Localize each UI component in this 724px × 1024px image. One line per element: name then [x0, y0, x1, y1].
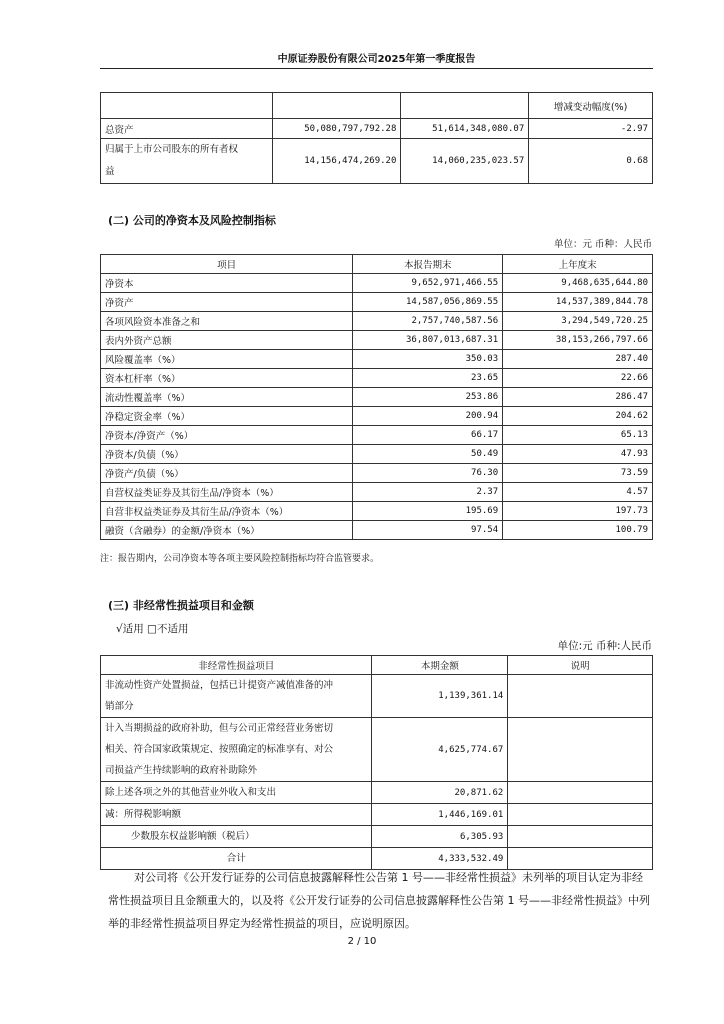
- row-prior: 9,468,635,644.80: [503, 274, 653, 293]
- row-item-line: 计入当期损益的政府补助，但与公司正常经营业务密切: [105, 723, 334, 734]
- row-item: 资本杠杆率（%）: [101, 369, 353, 388]
- table-header-row: [101, 656, 653, 675]
- row-amount: 20,871.62: [372, 782, 508, 804]
- table-row: [101, 407, 653, 426]
- page-number: 2 / 10: [347, 936, 377, 947]
- row-amount: 1,446,169.01: [372, 804, 508, 826]
- row-amount: 6,305.93: [372, 826, 508, 848]
- applicability-checkbox: √适用 □不适用: [116, 623, 189, 635]
- table-row: [101, 312, 653, 331]
- row-amount: 1,139,361.14: [372, 675, 508, 718]
- row-item-line: 除上述各项之外的其他营业外收入和支出: [105, 787, 277, 798]
- row-desc: [508, 675, 653, 718]
- row-current: 253.86: [353, 388, 503, 407]
- table-row: [101, 426, 653, 445]
- row-prior: 286.47: [503, 388, 653, 407]
- table-row: [101, 369, 653, 388]
- row-item: 自营非权益类证券及其衍生品/净资本（%）: [101, 502, 353, 521]
- row-prior: 47.93: [503, 445, 653, 464]
- row-current: 36,807,013,687.31: [353, 331, 503, 350]
- table-row: [101, 804, 653, 826]
- row-prior: 22.66: [503, 369, 653, 388]
- row-item: 净资本: [101, 274, 353, 293]
- row-prior: 14,060,235,023.57: [401, 139, 529, 184]
- row-item: 融资（含融券）的金额/净资本（%）: [101, 521, 353, 540]
- row-item: 风险覆盖率（%）: [101, 350, 353, 369]
- header-cell: [273, 93, 401, 119]
- section-title-non-recurring: (三) 非经常性损益项目和金额: [108, 599, 254, 612]
- table-row: [101, 521, 653, 540]
- unit-label: 单位:元 币种:人民币: [557, 640, 652, 652]
- row-current: 23.65: [353, 369, 503, 388]
- row-item: [101, 675, 372, 718]
- row-prior: 3,294,549,720.25: [503, 312, 653, 331]
- row-prior: 51,614,348,080.07: [401, 119, 529, 139]
- row-item: 自营权益类证券及其衍生品/净资本（%）: [101, 483, 353, 502]
- row-item-line: 减：所得税影响额: [105, 809, 182, 820]
- row-current: 350.03: [353, 350, 503, 369]
- row-desc: [508, 826, 653, 848]
- row-current: 200.94: [353, 407, 503, 426]
- row-item: 净资本/净资产（%）: [101, 426, 353, 445]
- header-cell: 项目: [101, 255, 353, 274]
- row-item: [101, 804, 372, 826]
- row-item: 净资产: [101, 293, 353, 312]
- table-row: [101, 274, 653, 293]
- row-prior: 65.13: [503, 426, 653, 445]
- row-current: 14,156,474,269.20: [273, 139, 401, 184]
- row-current: 97.54: [353, 521, 503, 540]
- row-item-line: 非流动性资产处置损益，包括已计提资产减值准备的冲: [105, 680, 334, 691]
- row-item-line: 合计: [226, 853, 246, 864]
- table-row: [101, 388, 653, 407]
- row-item: 净稳定资金率（%）: [101, 407, 353, 426]
- row-item: 表内外资产总额: [101, 331, 353, 350]
- row-item: [101, 782, 372, 804]
- row-item: 流动性覆盖率（%）: [101, 388, 353, 407]
- table-row: [101, 675, 653, 718]
- row-change: -2.97: [529, 119, 653, 139]
- row-change: 0.68: [529, 139, 653, 184]
- row-prior: 14,537,389,844.78: [503, 293, 653, 312]
- row-item: 各项风险资本准备之和: [101, 312, 353, 331]
- row-prior: 100.79: [503, 521, 653, 540]
- row-prior: 197.73: [503, 502, 653, 521]
- table-row: [101, 502, 653, 521]
- table-row: [101, 350, 653, 369]
- header-cell: 上年度末: [503, 255, 653, 274]
- row-item: [101, 718, 372, 782]
- row-prior: 204.62: [503, 407, 653, 426]
- table-row: [101, 119, 653, 139]
- header-divider: [100, 68, 653, 69]
- table-row: [101, 464, 653, 483]
- row-item-line: 归属于上市公司股东的所有者权: [105, 144, 239, 155]
- row-item: 净资产/负债（%）: [101, 464, 353, 483]
- non-recurring-table: [100, 655, 653, 870]
- table-row: [101, 293, 653, 312]
- table-header-row: [101, 255, 653, 274]
- unit-label: 单位：元 币种：人民币: [553, 239, 652, 250]
- row-prior: 38,153,266,797.66: [503, 331, 653, 350]
- row-amount: 4,625,774.67: [372, 718, 508, 782]
- row-item-line: 销部分: [105, 701, 134, 712]
- row-amount: 4,333,532.49: [372, 848, 508, 870]
- explanation-paragraph: 对公司将《公开发行证券的公司信息披露解释性公告第 1 号——非经常性损益》未列举的项目认定为非经常性损益项目且金额重大的，以及将《公开发行证券的公司信息披露解释性公告第 1 号——非经常性损益》中列举的非经常性损益项目界定为经常性损益的项目，应说明原因。: [108, 871, 650, 930]
- header-cell: 增减变动幅度(%): [529, 93, 653, 119]
- table-row: [101, 445, 653, 464]
- row-item-line: 益: [105, 166, 115, 177]
- header-cell: [401, 93, 529, 119]
- row-current: 66.17: [353, 426, 503, 445]
- row-item: 总资产: [101, 119, 273, 139]
- row-current: 50,080,797,792.28: [273, 119, 401, 139]
- row-item: 净资本/负债（%）: [101, 445, 353, 464]
- row-item: [101, 139, 273, 184]
- header-cell: [101, 93, 273, 119]
- row-item-line: 少数股东权益影响额（税后）: [131, 831, 255, 842]
- row-current: 2.37: [353, 483, 503, 502]
- header-cell: 非经常性损益项目: [101, 656, 372, 675]
- section-title-net-capital: (二) 公司的净资本及风险控制指标: [108, 214, 276, 227]
- row-prior: 287.40: [503, 350, 653, 369]
- row-current: 2,757,740,587.56: [353, 312, 503, 331]
- row-desc: [508, 782, 653, 804]
- row-prior: 4.57: [503, 483, 653, 502]
- table-row: [101, 826, 653, 848]
- row-current: 9,652,971,466.55: [353, 274, 503, 293]
- table-row: [101, 331, 653, 350]
- table-note: 注：报告期内，公司净资本等各项主要风险控制指标均符合监管要求。: [100, 554, 380, 564]
- header-cell: 说明: [508, 656, 653, 675]
- row-item: [101, 826, 372, 848]
- table-row: [101, 483, 653, 502]
- row-current: 50.49: [353, 445, 503, 464]
- row-desc: [508, 804, 653, 826]
- header-cell: 本报告期末: [353, 255, 503, 274]
- table-row: [101, 139, 653, 184]
- table-row: [101, 718, 653, 782]
- page-header: 中原证券股份有限公司2025年第一季度报告: [277, 54, 476, 65]
- row-current: 195.69: [353, 502, 503, 521]
- row-current: 14,587,056,869.55: [353, 293, 503, 312]
- row-desc: [508, 718, 653, 782]
- row-item-line: 司损益产生持续影响的政府补助除外: [105, 765, 258, 776]
- table-row: [101, 782, 653, 804]
- row-current: 76.30: [353, 464, 503, 483]
- table-header-row: [101, 93, 653, 119]
- balance-summary-table: [100, 92, 653, 184]
- row-item-line: 相关、符合国家政策规定、按照确定的标准享有、对公: [105, 744, 334, 755]
- net-capital-table: [100, 254, 653, 540]
- row-prior: 73.59: [503, 464, 653, 483]
- header-cell: 本期金额: [372, 656, 508, 675]
